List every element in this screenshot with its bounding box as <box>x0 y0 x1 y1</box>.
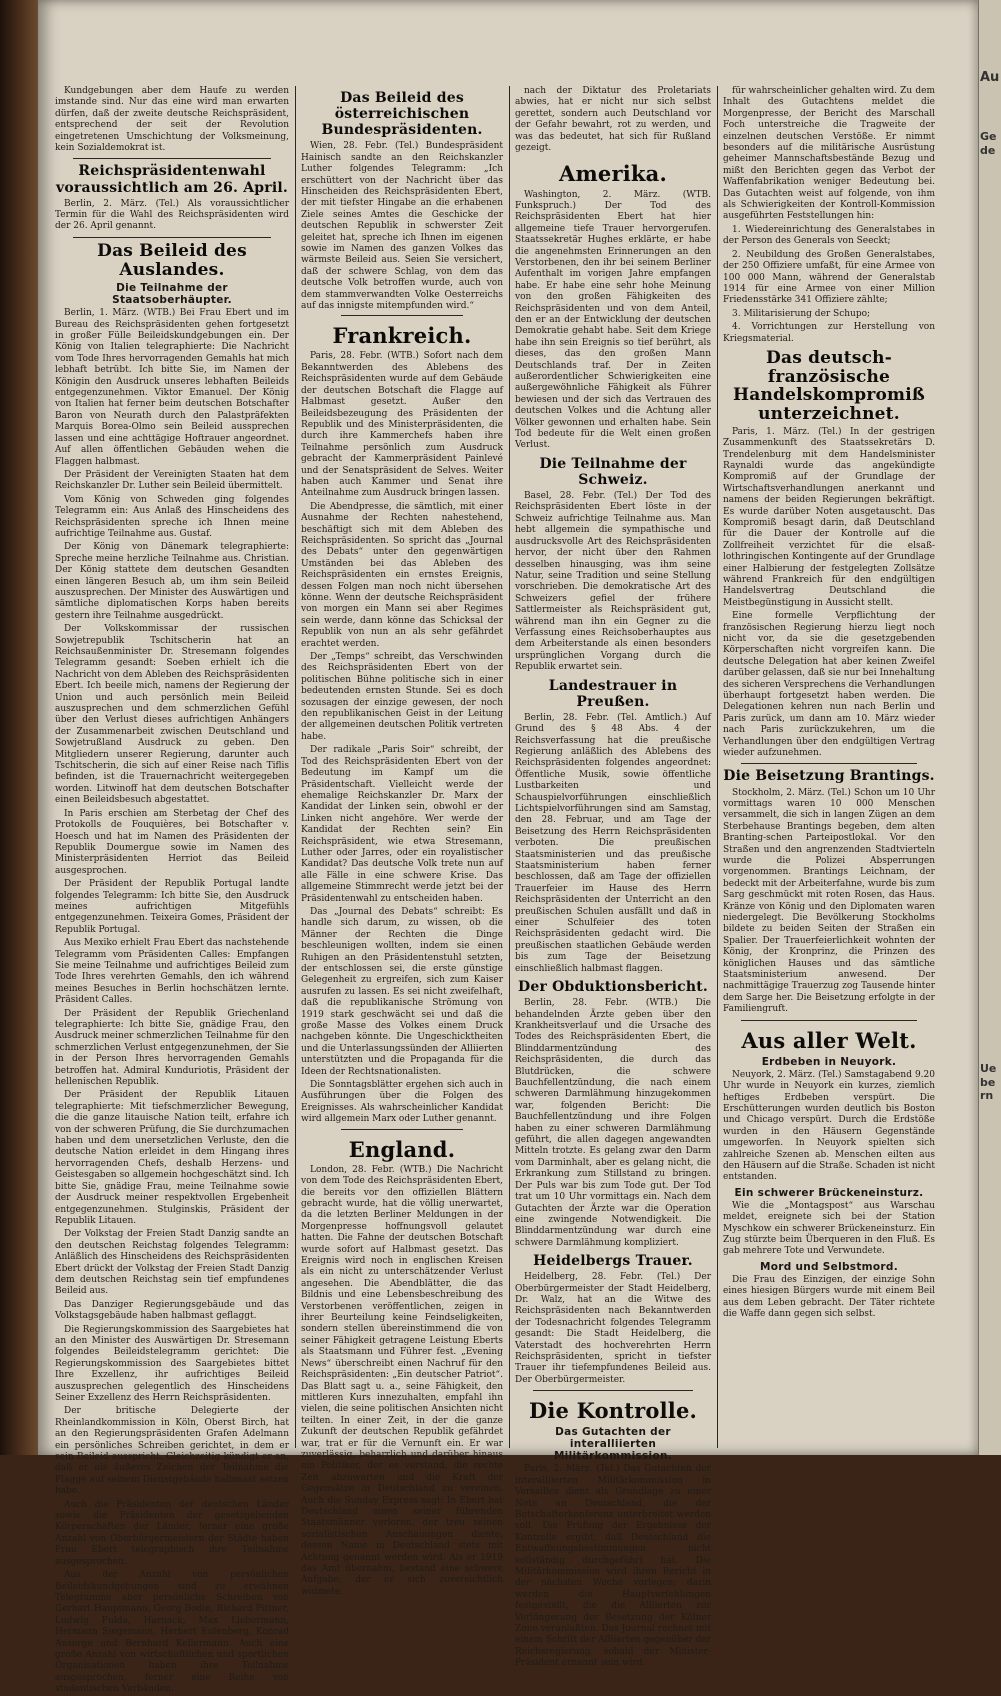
separator <box>341 1129 463 1130</box>
article-paragraph: Heidelberg, 28. Febr. (Tel.) Der Oberbürgermeister der Stadt Heidelberg, Dr. Walz, hat an die Witwe des Reichspräsidenten nach Bekanntwerden der Todesnachricht folgendes Telegramm gesandt: Die Stadt Heidelberg, die Vaterstadt des hochverehrten Herrn Reichspräsidenten, spricht in tiefster Trauer ihr tiefempfundenes Beileid aus. Der Oberbürgermeister. <box>515 1272 711 1385</box>
separator <box>73 237 271 238</box>
column-1 <box>50 86 294 1695</box>
article-paragraph: Die Frau des Einzigen, der einzige Sohn eines hiesigen Bürgers wurde mit einem Beil aus dem Leben gebracht. Der Täter richtete die Waffe dann gegen sich selbst. <box>723 1274 935 1320</box>
separator <box>341 315 463 316</box>
article-paragraph: Basel, 28. Febr. (Tel.) Der Tod des Reichspräsidenten Ebert löste in der Schweiz aufrichtige Teilnahme aus. Man hebt allgemein die sympathische und ausdrucksvolle Art des Reichspräsidenten hervor, der nicht über den Rahmen desselben hinausging, was ihm seine Natur, seine Tradition und seine Stellung vorschrieben. Die demokratische Art des Schweizers gefiel der frühere Sattlermeister als Reichspräsident gut, während man ihn ein Gegner zu die Verfassung eines Reichsoberhauptes aus dem Arbeiterstande als einen besonders ursprünglichen Vorgang durch die Republik erwartet sein. <box>515 491 711 673</box>
article-paragraph: Der Präsident der Vereinigten Staaten hat dem Reichskanzler Dr. Luther sein Beileid übermittelt. <box>55 469 289 492</box>
article-paragraph: Paris, 2. März. (Tel.) Das Gutachten der interalliierten Militärkommission in Versailles dient als Grundlage zu einer Note an Deutschland, die der Botschafterkonferenz unterbreitet werden soll. Die Prüfung der Ergebnisse der Kontrolle ergibt, daß Deutschland die Entwaffnungsbestimmungen nicht vollständig durchgeführt hat. Die Militärkommission wird ihren Bericht in der nächsten Woche vorlegen; darin werden die Hauptverfehlungen festgestellt, die die Alliierten zur Verlängerung der Besetzung der Kölner Zone veranlaßten. Das Journal rechnet mit einem Schritt der Alliierten gegenüber der Reichsregierung, sobald der Minister-Präsident ernannt sein wird. <box>515 1464 711 1669</box>
headline-prussia: Landestrauer in Preußen. <box>548 677 678 710</box>
article-paragraph: Der Volkstag der Freien Stadt Danzig sandte an den deutschen Reichstag folgendes Telegramm: Anläßlich des Hinscheidens des Reichspräsidenten Ebert drückt der Volkstag der Freien Stadt Danzig dem deutschen Reichstag sein tief empfundenes Beileid aus. <box>55 1229 289 1297</box>
article-paragraph: Die Abendpresse, die sämtlich, mit einer Ausnahme der Rechten nahestehend, beschäftigt sich mit dem Ableben des Reichspräsidenten. So spricht das „Journal des Debats“ unter den gegenwärtigen Umständen bei das Ableben des Reichspräsidenten ein ernstes Ereignis, dessen Folgen man noch nicht übersehen könne. Wenn der deutsche Reichspräsident von morgen ein Mann sei aber Regimes sein werde, dann könne das Schicksal der Republik von nun an als sehr gefährdet erachtet werden. <box>301 501 503 649</box>
list-item: 3. Militarisierung der Schupo; <box>732 308 871 319</box>
headline-france: Frankreich. <box>332 323 472 349</box>
article-paragraph: Der radikale „Paris Soir“ schreibt, der Tod des Reichspräsidenten Ebert von der Bedeutung im Kampf um die Präsidentschaft. Vielleicht werde der ehemalige Reichskanzler Dr. Marx der Kandidat der Linken sein, obwohl er der Linken nicht angehöre. Wer werde der Kandidat der Rechten sein? Ein Reichspräsident, wie etwa Stresemann, Luther oder Jarres, oder ein royalistischer Kandidat? Das deutsche Volk trete nun auf alle Fälle in eine schwere Krise. Das allgemeine Stimmrecht werde jetzt bei der Präsidentenwahl zu entscheiden haben. <box>301 745 503 904</box>
headline-switzerland: Die Teilnahme der Schweiz. <box>539 455 687 488</box>
adjacent-page-fragment: Uebern <box>980 1061 997 1103</box>
headline-branting: Die Beisetzung Brantings. <box>723 768 935 785</box>
adjacent-page-edge <box>978 0 1001 1455</box>
article-paragraph: In Paris erschien am Sterbetag der Chef des Protokolls de Fouquières, bei Botschafter v. Hoesch und hat im Namen des Präsidenten der Republik Doumergue sowie im Namen des Ministerpräsidenten Herriot das Beileid ausgesprochen. <box>55 808 289 876</box>
article-paragraph: Berlin, 28. Febr. (Tel. Amtlich.) Auf Grund des § 48 Abs. 4 der Reichsverfassung hat die preußische Regierung anläßlich des Ablebens des Reichspräsidenten folgendes angeordnet: Öffentliche Musik, sowie öffentliche Lustbarkeiten und Schauspielvorführungen einschließlich Lichtspielvorführungen sind am Samstag, den 28. Februar, und am Tage der Beisetzung des Herrn Reichspräsidenten verboten. Die preußischen Staatsministerien und das preußische Staatsministerium haben ferner beschlossen, daß am Tage der offiziellen Trauerfeier im Hause des Herrn Reichspräsidenten der Unterricht an den preußischen Schulen ausfällt und daß in einer Schulfeier des toten Reichspräsidenten gedacht wird. Die preußischen staatlichen Gebäude werden bis zum Tage der Beisetzung einschließlich halbmast flaggen. <box>515 712 711 974</box>
article-paragraph: Berlin, 1. März. (WTB.) Bei Frau Ebert und im Bureau des Reichspräsidenten gehen fortgesetzt in großer Fülle Beileidskundgebungen ein. Der König von Italien telegraphierte: Die Nachricht vom Tode Ihres hervorragenden Gemahls hat mich lebhaft betrübt. Ich bitte Sie, im Namen der Königin den Ausdruck unseres lebhaften Beileids entgegenzunehmen. Viktor Emanuel. Der König von Italien hat ferner beim deutschen Botschafter Baron von Neurath durch den Palastpräfekten Marquis Borea-Olmo sein Beileid aussprechen lassen und eine achttägige Hoftrauer angeordnet. Auf allen öffentlichen Gebäuden wehen die Flaggen halbmast. <box>55 308 289 467</box>
article-paragraph: Aus der Anzahl von persönlichen Beileidskundgebungen sind zu erwähnen Telegramme aber persönliche Schreiben von Gerhart Hauptmann, Georg Bodin, Richard Pittner, Ludwig Fulda, Harnack, Max Liebermann, Hermann Siegemann, Herbert Eulenberg, Konrad Ansorge und Bernhard Kellermann. Auch eine große Anzahl von wirtschaftlichen und sportlichen Organisationen haben ihre Teilnahme ausgesprochen, ferner eine Reihe von studentischen Verbänden. <box>55 1570 289 1695</box>
headline-autopsy: Der Obduktionsbericht. <box>518 979 708 996</box>
article-paragraph: Auch die Präsidenten der deutschen Länder sowie die Präsidenten der gesetzgebenden Körperschaften der Länder, ferner eine große Anzahl von Oberbürgermeistern der Städte haben Frau Ebert telegraphisch ihre Teilnahme ausgesprochen. <box>55 1499 289 1567</box>
article-paragraph: Der britische Delegierte der Rheinlandkommission in Köln, Oberst Birch, hat an den Regierungspräsidenten Grafen Adelmann ein persönliches Schreiben gerichtet, in dem er sein Beileid ausspricht. Gleichzeitig kündigt er an, daß er als äußeres Zeichen der Teilnahme die Flagge auf seinem Dienstgebäude halbmast setzen habe. <box>55 1406 289 1497</box>
article-paragraph: nach der Diktatur des Proletariats abwies, hat er nicht nur sich selbst gerettet, sondern auch Deutschland vor der Gefahr bewahrt, rot zu werden, und was das bedeutet, hat sich für Rußland gezeigt. <box>515 86 711 154</box>
article-paragraph: Der Präsident der Republik Portugal landte folgendes Telegramm: Ich bitte Sie, den Ausdruck meines aufrichtigen Mitgefühls entgegenzunehmen. Teixeira Gomes, Präsident der Republik Portugal. <box>55 879 289 935</box>
subheadline: Mord und Selbstmord. <box>759 1260 899 1273</box>
list-item: 1. Wiedereinrichtung des Generalstabes in der Person des Generals von Seeckt; <box>723 224 935 247</box>
article-paragraph: Vom König von Schweden ging folgendes Telegramm ein: Aus Anlaß des Hinscheidens des Reichspräsidenten spreche ich Ihnen meine aufrichtige Teilnahme aus. Gustaf. <box>55 494 289 539</box>
headline-heidelberg: Heidelbergs Trauer. <box>533 1253 693 1270</box>
subheadline: Die Teilnahme der Staatsoberhäupter. <box>112 282 232 307</box>
article-paragraph: für wahrscheinlicher gehalten wird. Zu dem Inhalt des Gutachtens meldet die Morgenpresse, der Bericht des Marschall Foch unterstreiche die Tragweite der einzelnen deutschen Verstöße. Er nimmt besonders auf die militärische Ausrüstung geheimer Mannschaftsbestände Bezug und mißt den Berichten gegen das Verbot der Waffenfabrikation weniger Bedeutung bei. Das Gutachten weist auf folgende, von ihm als Schwierigkeiten der Kontroll-Kommission ausgeführten Feststellungen hin: <box>723 86 935 222</box>
article-paragraph: Berlin, 2. März. (Tel.) Als voraussichtlicher Termin für die Wahl des Reichspräsidenten wird der 26. April genannt. <box>55 198 289 232</box>
column-2 <box>296 86 508 1597</box>
article-paragraph: Wien, 28. Febr. (Tel.) Bundespräsident Hainisch sandte an den Reichskanzler Luther folgendes Telegramm: „Ich erschüttert von der Nachricht über das Hinscheiden des Reichspräsidenten Ebert, der mit tiefster Hingabe an die erhabenen Ziele seines Amtes die Geschicke der deutschen Republik in schwerster Zeit geleitet hat, spreche ich Ihnen im eigenen sowie im Namen des ganzen Volkes das wärmste Beileid aus. Seien Sie versichert, daß der schwere Schlag, von dem das deutsche Volk betroffen wurde, auch von dem stammverwandten Volke Oesterreichs auf das innigste mitempfunden wird.“ <box>301 141 503 311</box>
separator <box>533 1390 693 1391</box>
book-binding <box>0 0 38 1455</box>
article-paragraph: Berlin, 28. Febr. (WTB.) Die behandelnden Ärzte geben über den Krankheitsverlauf und die Ursache des Todes des Reichspräsidenten Ebert, die Blinddarmentzündung des Reichspräsidenten, die durch das Blutdrücken, die schwere Bauchfellentzündung, die nach einem schweren Darmlähmung hinzugekommen war, folgenden Bericht: Die Bauchfellentzündung und ihre Folgen haben zu einer schweren Darmlähmung geführt, die allen dagegen angewandten Mitteln trotzte. Es gelang zwar den Darm vom Darminhalt, aber es gelang nicht, die Erkrankung zum Stillstand zu bringen. Der Puls war bis zum Tode gut. Der Tod trat um 10 Uhr vormittags ein. Nach dem Gutachten der Ärzte war die Operation eine zwingende Notwendigkeit. Die Blinddarmentzündung war durch eine schwere Darmlähmung kompliziert. <box>515 998 711 1248</box>
article-paragraph: Eine formelle Verpflichtung der französischen Regierung hierzu liegt noch nicht vor, da sie die gesetzgebenden Körperschaften nicht vorgreifen kann. Die deutsche Delegation hat aber keinen Zweifel darüber gelassen, daß sie nur bei Innehaltung des sicheren Versprechens die Verhandlungen überhaupt fortgesetzt haben werden. Die Delegationen kehren nun nach Berlin und Paris zurück, um dann am 10. März wieder nach Paris zurückzukehren, um die Verhandlungen über den endgültigen Vertrag wieder aufzunehmen. <box>723 611 935 759</box>
headline-election: Reichspräsidentenwahl voraussichtlich am 26. April. <box>56 163 288 196</box>
headline-austria: Das Beileid des österreichischen Bundespräsidenten. <box>321 90 483 139</box>
article-paragraph: Der Volkskommissar der russischen Sowjetrepublik Tschitscherin hat an Reichsaußenminister Dr. Stresemann folgendes Telegramm gesandt: Soeben erhielt ich die Nachricht von dem Ableben des Reichspräsidenten Ebert. Ich beeile mich, namens der Regierung der Union und auch persönlich mein Beileid auszusprechen und dem schmerzlichen Gefühl über den Verlust dieses aufrichtigen Anhängers der Zusammenarbeit zwischen Deutschland und Sowjetrußland Ausdruck zu geben. Den Mitgliedern unserer Regierung, darunter auch Tschitscherin, die sich auf einer Reise nach Tiflis befinden, ist die Trauernachricht weitergegeben worden. Litwinoff hat dem deutschen Botschafter einen Beileidsbesuch abgestattet. <box>55 624 289 806</box>
separator <box>73 158 271 159</box>
article-paragraph: Der Präsident der Republik Griechenland telegraphierte: Ich bitte Sie, gnädige Frau, den Ausdruck meiner schmerzlichen Teilnahme für den schmerzlichen Verlust entgegenzunehmen, der Sie in der Person Ihres hervorragenden Gemahls betroffen hat. Admiral Kunduriotis, Präsident der hellenischen Republik. <box>55 1008 289 1088</box>
headline-world: Aus aller Welt. <box>741 1027 917 1053</box>
subheadline: Erdbeben in Neuyork. <box>761 1055 897 1068</box>
headline-england: England. <box>348 1136 456 1162</box>
article-paragraph: London, 28. Febr. (WTB.) Die Nachricht von dem Tode des Reichspräsidenten Ebert, die bereits vor den offiziellen Blättern gebracht wurde, hat die völlig unerwartet, da die letzten Berliner Meldungen in der Morgenpresse hoffnungsvoll gelautet hatten. Die Fahne der deutschen Botschaft wurde sofort auf Halbmast gesetzt. Das Ereignis wird noch in englischen Kreisen als ein nicht zu unterschätzender Verlust angesehen. Die Abendblätter, die das Bildnis und eine Lebensbeschreibung des Verstorbenen veröffentlichen, zeigen in ihrer Beurteilung keine Feindseligkeiten, sondern stellen übereinstimmend die von seiner Fähigkeit getragene Leistung Eberts als Staatsmann und Führer fest. „Evening News“ überschreibt einen Nachruf für den Reichspräsidenten: „Ein deutscher Patriot“. Das Blatt sagt u. a., seine Fähigkeit, den mittleren Kurs innezuhalten, empfahl ihn vielen, die seine politischen Ansichten nicht teilten. In einer Zeit, in der die ganze Zukunft der deutschen Republik gefährdet war, trat er für die Vernunft ein. Er war zuverlässig, beharrlich und darüber hinaus ein Politiker, der es verstand, die rechte Zeit abzuwarten und die Kraft der Gegensätze in Deutschland zu vereinen. Auch die Sunday Express sagt: In Ebert hat Deutschland einen seiner führenden Staatsmänner verloren, der treu seinen sozialistischen Anschauungen diente, dessen Name in Deutschland stets mit Achtung genannt werden wird. Als er 1919 das Amt übernahm, bestand eine schwere Aufgabe, der er sich zuversichtlich widmete. <box>301 1164 503 1597</box>
separator <box>741 1020 917 1021</box>
list-item: 4. Vorrichtungen zur Herstellung von Kriegsmaterial. <box>723 322 935 344</box>
headline-control: Die Kontrolle. <box>528 1398 698 1424</box>
subheadline: Ein schwerer Brückeneinsturz. <box>734 1186 924 1199</box>
article-paragraph: Wie die „Montagspost“ aus Warschau meldet, ereignete sich bei der Station Myschkow ein schwerer Brückeneinsturz. Ein Zug stürzte beim Überqueren in den Fluß. Es gab mehrere Tote und Verwundete. <box>723 1200 935 1257</box>
article-paragraph: Die Regierungskommission des Saargebietes hat an den Minister des Auswärtigen Dr. Stresemann folgendes Beileidstelegramm gerichtet: Die Regierungskommission des Saargebietes bittet Ihre Exzellenz, ihr aufrichtiges Beileid auszusprechen gelegentlich des Hinscheidens Seiner Exzellenz des Herrn Reichspräsidenten. <box>55 1324 289 1403</box>
list-item: 2. Neubildung des Großen Generalstabes, der 250 Offiziere umfaßt, für eine Armee von 100 000 Mann, während der Generalstab 1914 für eine Armee von einer Million Friedensstärke 341 Offiziere zählte; <box>723 249 935 306</box>
article-paragraph: Der König von Dänemark telegraphierte: Spreche meine herzliche Teilnahme aus. Christian. Der König stattete dem deutschen Gesandten einen längeren Besuch ab, um ihm sein Beileid auszusprechen. Der Minister des Auswärtigen und sämtliche diplomatischen Korps haben bereits gestern ihre Teilnahme ausgedrückt. <box>55 542 289 621</box>
intro-text: Kundgebungen aber dem Haufe zu werden imstande sind. Nur das eine wird man erwarten dürfen, daß der zweite deutsche Reichspräsident, entsprechend der seit der Revolution eingetretenen Umschichtung der Volksmeinung, kein Sozialdemokrat ist. <box>55 86 289 154</box>
adjacent-page-fragment: Gede <box>980 130 997 157</box>
headline-trade: Das deutsch-französische Handelskompromiß unterzeichnet. <box>732 347 926 424</box>
article-paragraph: Neuyork, 2. März. (Tel.) Samstagabend 9.20 Uhr wurde in Neuyork ein kurzes, ziemlich heftiges Erdbeben verspürt. Die Erschütterungen wurden deutlich bis Boston und Chicago verspürt. Durch die Erdstöße wurden in den Häusern Gegenstände umgeworfen. In Neuyork spielten sich zahlreiche Szenen ab. Menschen eilten aus den Häusern auf die Straße. Schaden ist nicht entstanden. <box>723 1069 935 1183</box>
headline-condolence: Das Beileid des Auslandes. <box>97 240 247 280</box>
article-paragraph: Washington, 2. März. (WTB. Funkspruch.) Der Tod des Reichspräsidenten Ebert hat hier allgemeine tiefe Trauer hervorgerufen. Staatssekretär Hughes erklärte, er habe die angenehmsten Erinnerungen an den Verstorbenen, den ihr bei seinem Berliner Aufenthalt im vorigen Jahre empfangen habe. Er habe eine sehr hohe Meinung von den großen Fähigkeiten des Reichspräsidenten und von dem Anteil, den er an der Entwicklung der deutschen Demokratie gehabt habe. Seit dem Kriege habe ihn sein Ereignis so tief berührt, als dieses, das den großen Mann Deutschlands traf. Der in Zeiten außerordentlicher Schwierigkeiten eine außergewöhnliche Fähigkeit als Führer bewiesen und der sich das Vertrauen des deutschen Volkes und die Achtung aller Völker gewonnen und erhalten habe. Sein Tod bedeute für die Welt einen großen Verlust. <box>515 189 711 451</box>
article-paragraph: Die Sonntagsblätter ergehen sich auch in Ausführungen über die Folgen des Ereignisses. Als wahrscheinlicher Kandidat wird allgemein Marx oder Luther genannt. <box>301 1080 503 1125</box>
article-paragraph: Stockholm, 2. März. (Tel.) Schon um 10 Uhr vormittags waren 10 000 Menschen versammelt, die sich in langen Zügen an dem Sterbehause Brantings begeben, dem alten Branting-schen Parteipostlokal. Vor den Straßen und den angrenzenden Stadtvierteln wurde die Polizei Absperrungen vorgenommen. Brantings Leichnam, der bedeckt mit der Arbeiterfahne, wurde bis zum Sarg geschmückt mit roten Rosen, das Haus. Kränze von König und den Diplomaten waren niedergelegt. Die Bevölkerung Stockholms bildete zu beiden Seiten der Straßen ein Spalier. Der Trauerfeierlichkeit wohnten der König, der Kronprinz, die Prinzen des königlichen Hauses und das sämtliche Staatsministerium anwesend. Der nachmittägige Trauerzug zog Tausende hinter dem Sarge her. Die Beisetzung erfolgte in der Familiengruft. <box>723 787 935 1015</box>
headline-america: Amerika. <box>559 161 667 187</box>
article-paragraph: Der „Temps“ schreibt, das Verschwinden des Reichspräsidenten Ebert von der politischen Bühne politische sich in einer bedeutenden ernsten Stunde. Sei es doch sozusagen der einzige gewesen, der noch den republikanischen Geist in der Leitung der allgemeinen deutschen Politik vertreten habe. <box>301 652 503 742</box>
separator <box>741 763 917 764</box>
adjacent-page-fragment: Au <box>980 70 1000 85</box>
article-paragraph: Aus Mexiko erhielt Frau Ebert das nachstehende Telegramm vom Präsidenten Calles: Empfangen Sie meine Teilnahme und aufrichtiges Beileid zum Tode Ihres verehrten Gemahls, den ich während meines Besuches in Berlin hochschätzen lernte. Präsident Calles. <box>55 938 289 1006</box>
article-paragraph: Das Danziger Regierungsgebäude und das Volkstagsgebäude haben halbmast geflaggt. <box>55 1299 289 1322</box>
column-4 <box>718 86 940 1448</box>
subheadline: Das Gutachten der interalliierten Militärkommission. <box>553 1426 673 1463</box>
article-paragraph: Der Präsident der Republik Litauen telegraphierte: Mit tiefschmerzlicher Bewegung, die die ganze litauische Nation teilt, erfahre ich von der schweren Prüfung, die Sie durchzumachen haben und dem unersetzlichen Verluste, den die deutsche Nation erleidet in dem Hingang ihres hervorragenden Chefs, deshalb Herzens- und Geistesgaben so allgemein hochgeschätzt sind. Ich bitte Sie, gnädige Frau, meine Teilnahme sowie der Ausdruck meiner respektvollen Ergebenheit entgegenzunehmen. Stulginskis, Präsident der Republik Litauen. <box>55 1090 289 1226</box>
article-paragraph: Das „Journal des Debats“ schreibt: Es handle sich darum, zu wissen, ob die Männer der Rechten die Dinge beschleunigen wollten, indem sie einen Ruhigen an den Präsidentenstuhl setzten, der entschlossen sei, die erste günstige Gelegenheit zu ergreifen, sich zum Kaiser ausrufen zu lassen. Es sei nicht zweifelhaft, daß die republikanische Strömung von 1919 stark geschwächt sei und daß die große Masse des Volkes einem Druck nachgeben könnte. Die Ungeschicktheiten und die Unterlassungssünden der Alliierten unterstützten und die Propaganda für die Ideen der Rechtsnationalisten. <box>301 906 503 1077</box>
article-paragraph: Paris, 1. März. (Tel.) In der gestrigen Zusammenkunft des Staatssekretärs D. Trendelenburg mit dem Handelsminister Raynaldi wurde das angekündigte Kompromiß auf der Grundlage der Wirtschaftsverhandlungen anerkannt und namens der beiden Regierungen bekräftigt. Es wurde darüber Noten ausgetauscht. Das Kompromiß besagt darin, daß Deutschland für die Dauer der Kontrolle auf die Zollfreiheit verzichtet für die elsaß-lothringischen Kontingente auf der Grundlage einer Halbierung der festgelegten Zollsätze während Frankreich für den endgültigen Handelsvertrag Deutschland die Meistbegünstigung in Aussicht stellt. <box>723 426 935 608</box>
article-paragraph: Paris, 28. Febr. (WTB.) Sofort nach dem Bekanntwerden des Ablebens des Reichspräsidenten wurde auf dem Gebäude der deutschen Botschaft die Flagge auf Halbmast gesetzt. Außer den Beileidsbezeugung des Präsidenten der Republik und des Ministerpräsidenten, die durch ihre Kammerchefs haben ihre Teilnahme persönlich zum Ausdruck gebracht der Kammerpräsident Painlevé und der Senatspräsident de Selves. Weiter haben auch Kammer und Senat ihre Anteilnahme zum Ausdruck bringen lassen. <box>301 351 503 499</box>
column-3 <box>510 86 716 1669</box>
